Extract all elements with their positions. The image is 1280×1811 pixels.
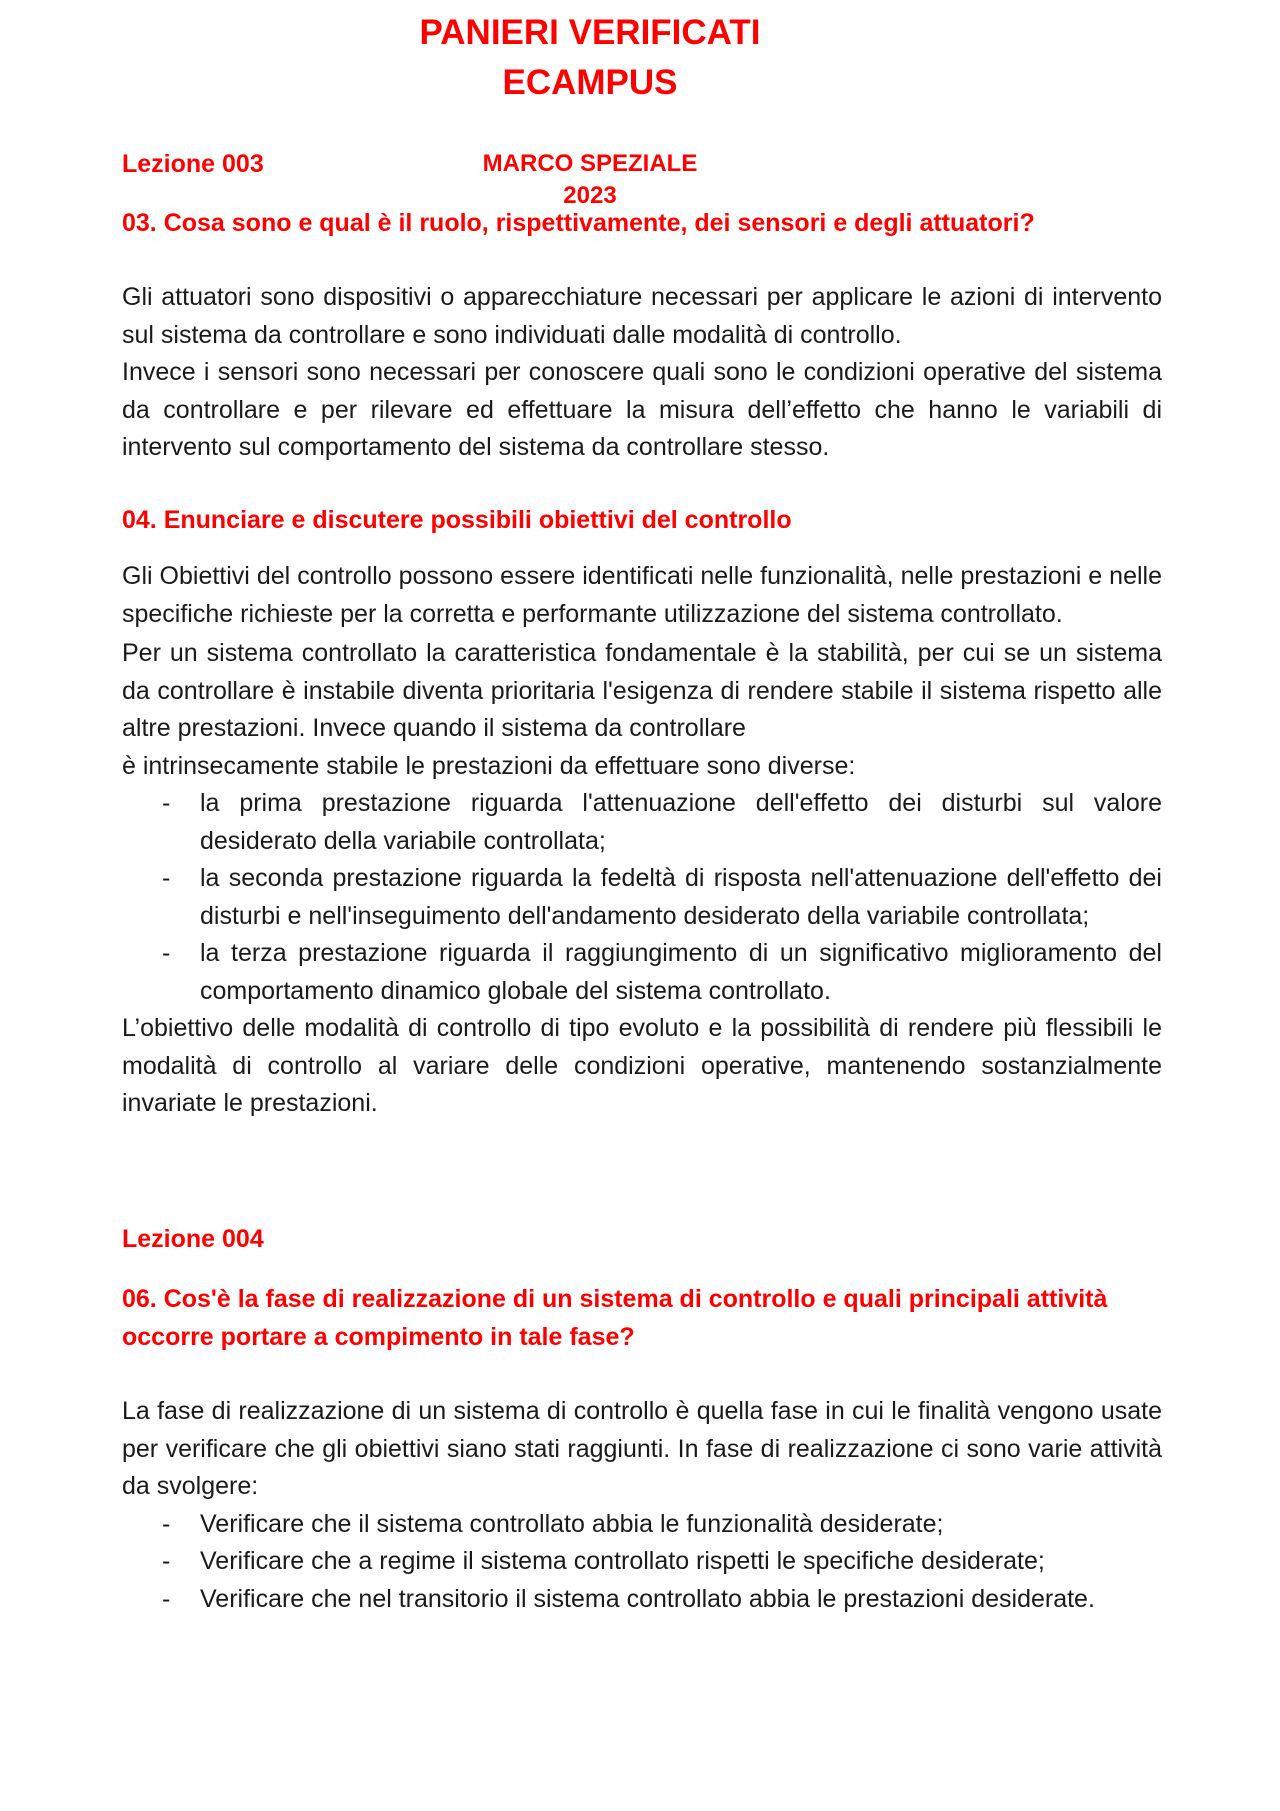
bullet-dash: -	[162, 789, 171, 817]
answer-03	[122, 279, 1162, 467]
list-item	[122, 1543, 1162, 1581]
answer-04	[122, 558, 1162, 1123]
author-name: MARCO SPEZIALE	[482, 150, 698, 177]
title-line-2: ECAMPUS	[502, 63, 678, 102]
bullet-dash: -	[162, 939, 171, 967]
list-item-text: Verificare che il sistema controllato abbia le funzionalità desiderate;	[200, 1509, 944, 1538]
answer-paragraph: Gli attuatori sono dispositivi o apparecchiature necessari per applicare le azioni di intervento sul sistema da controllare e sono individuati dalle modalità di controllo.	[122, 283, 1162, 349]
list-item	[122, 935, 1162, 1010]
question-04: 04. Enunciare e discutere possibili obiettivi del controllo	[122, 506, 792, 534]
answer-paragraph: Invece i sensori sono necessari per conoscere quali sono le condizioni operative del sistema da controllare e per rilevare ed effettuare la misura dell’effetto che hanno le variabili di intervento sul comportamento del sistema da controllare stesso.	[122, 358, 1162, 461]
bullet-dash: -	[162, 1547, 171, 1575]
answer-paragraph: è intrinsecamente stabile le prestazioni da effettuare sono diverse:	[122, 751, 856, 780]
question-03: 03. Cosa sono e qual è il ruolo, rispettivamente, dei sensori e degli attuatori?	[122, 209, 1035, 237]
answer-paragraph: Gli Obiettivi del controllo possono essere identificati nelle funzionalità, nelle prestazioni e nelle specifiche richieste per la corretta e performante utilizzazione del sistema controllato.	[122, 562, 1162, 628]
bullet-list	[122, 1506, 1162, 1619]
list-item-text: la seconda prestazione riguarda la fedeltà di risposta nell'attenuazione dell'effetto dei disturbi e nell'inseguimento dell'andamento desiderato della variabile controllata;	[200, 864, 1162, 930]
bullet-dash: -	[162, 1509, 171, 1538]
list-item-text: Verificare che nel transitorio il sistema controllato abbia le prestazioni desiderate.	[200, 1584, 1095, 1613]
answer-paragraph: La fase di realizzazione di un sistema di controllo è quella fase in cui le finalità vengono usate per verificare che gli obiettivi siano stati raggiunti. In fase di realizzazione ci sono varie attività da svolgere:	[122, 1397, 1162, 1500]
bullet-dash: -	[162, 1584, 171, 1613]
document-title	[380, 8, 800, 108]
list-item	[122, 1581, 1162, 1619]
list-item	[122, 1506, 1162, 1544]
list-item	[122, 860, 1162, 935]
answer-06	[122, 1393, 1162, 1618]
bullet-list	[122, 785, 1162, 1010]
author-year: 2023	[563, 182, 617, 209]
question-06: 06. Cos'è la fase di realizzazione di un sistema di controllo e quali principali attività occorre portare a compimento in tale fase?	[122, 1285, 1108, 1351]
list-item-text: la terza prestazione riguarda il raggiungimento di un significativo miglioramento del comportamento dinamico globale del sistema controllato.	[200, 939, 1162, 1005]
answer-paragraph: Per un sistema controllato la caratteristica fondamentale è la stabilità, per cui se un sistema da controllare è instabile diventa prioritaria l'esigenza di rendere stabile il sistema rispetto alle altre prestazioni. Invece quando il sistema da controllare	[122, 639, 1162, 742]
lesson-heading-004: Lezione 004	[122, 1225, 264, 1253]
author-block	[460, 148, 720, 212]
lesson-heading-003: Lezione 003	[122, 150, 264, 178]
list-item-text: Verificare che a regime il sistema controllato rispetti le specifiche desiderate;	[200, 1547, 1045, 1575]
list-item-text: la prima prestazione riguarda l'attenuazione dell'effetto dei disturbi sul valore desiderato della variabile controllata;	[200, 789, 1162, 855]
title-line-1: PANIERI VERIFICATI	[419, 13, 761, 52]
bullet-dash: -	[162, 864, 171, 892]
list-item	[122, 785, 1162, 860]
answer-paragraph: L’obiettivo delle modalità di controllo di tipo evoluto e la possibilità di rendere più flessibili le modalità di controllo al variare delle condizioni operative, mantenendo sostanzialmente invariate le prestazioni.	[122, 1014, 1162, 1117]
